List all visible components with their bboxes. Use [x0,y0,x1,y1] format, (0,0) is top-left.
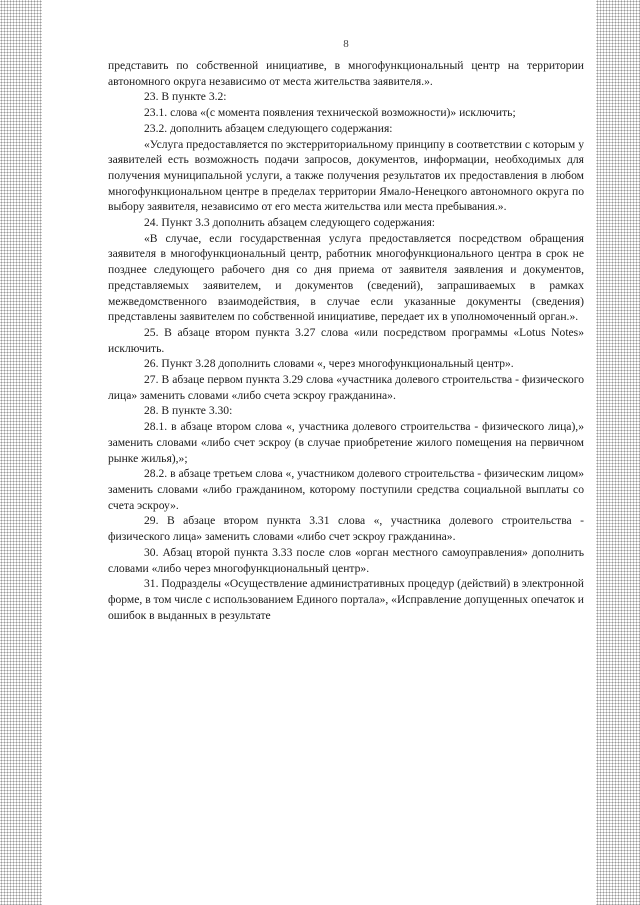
page-number: 8 [343,38,349,50]
paragraph: 28.2. в абзаце третьем слова «, участником долевого строительства - физическим лицом» заменить словами «либо гражданином, которому поступили средства социальной выплаты со счета эскроу». [108,467,584,512]
paragraph: 25. В абзаце втором пункта 3.27 слова «или посредством программы «Lotus Notes» исключить. [108,325,584,355]
paragraph: 31. Подразделы «Осуществление административных процедур (действий) в электронной форме, в том числе с использованием Единого портала», «Исправление допущенных опечаток и ошибок в выданных в результате [108,577,584,622]
paragraph: «Услуга предоставляется по экстерриториальному принципу в соответствии с которым у заявителей есть возможность подачи запросов, документов, информации, необходимых для получения муниципальной услуги, а также получения результатов их предоставления в любом многофункциональном центре в пределах территории Ямало-Ненецкого автономного округа по выбору заявителя, независимо от его места жительства или места пребывания.». [108,137,584,214]
scan-border-right [596,0,640,905]
paragraph: 30. Абзац второй пункта 3.33 после слов «орган местного самоуправления» дополнить словами «либо через многофункциональный центр». [108,545,584,575]
paragraph: 27. В абзаце первом пункта 3.29 слова «участника долевого строительства - физического лица» заменить словами «либо счета эскроу гражданина». [108,373,584,402]
paragraph: 26. Пункт 3.28 дополнить словами «, через многофункциональный центр». [144,357,514,371]
paragraph: «В случае, если государственная услуга предоставляется посредством обращения заявителя в многофункциональный центр, работник многофункционального центра в срок не позднее следующего рабочего дня со дня приема от заявителя заявления и документов, представляемых заявителем, и документов (сведений), запрашиваемых в рамках межведомственного взаимодействия, в случае если указанные документы (сведения) представлены заявителем по собственной инициативе, передает их в уполномоченный орган.». [108,231,584,324]
document-body [108,58,584,623]
paragraph: 29. В абзаце втором пункта 3.31 слова «, участника долевого строительства - физического лица» заменить словами «либо счет эскроу гражданина». [108,514,584,544]
paragraph: 23. В пункте 3.2: [144,90,227,104]
paragraph: представить по собственной инициативе, в многофункциональный центр на территории автономного округа независимо от места жительства заявителя.». [108,59,584,88]
paragraph: 23.1. слова «(с момента появления технической возможности)» исключить; [144,106,516,120]
document-page [108,0,584,905]
paragraph: 24. Пункт 3.3 дополнить абзацем следующего содержания: [144,216,436,230]
paragraph: 23.2. дополнить абзацем следующего содержания: [144,121,393,135]
scan-border-left [0,0,42,905]
paragraph: 28.1. в абзаце втором слова «, участника долевого строительства - физического лица),» заменить словами «либо счет эскроу (в случае приобретение жилого помещения на первичном рынке жилья),»; [108,420,584,465]
paragraph: 28. В пункте 3.30: [144,404,233,418]
